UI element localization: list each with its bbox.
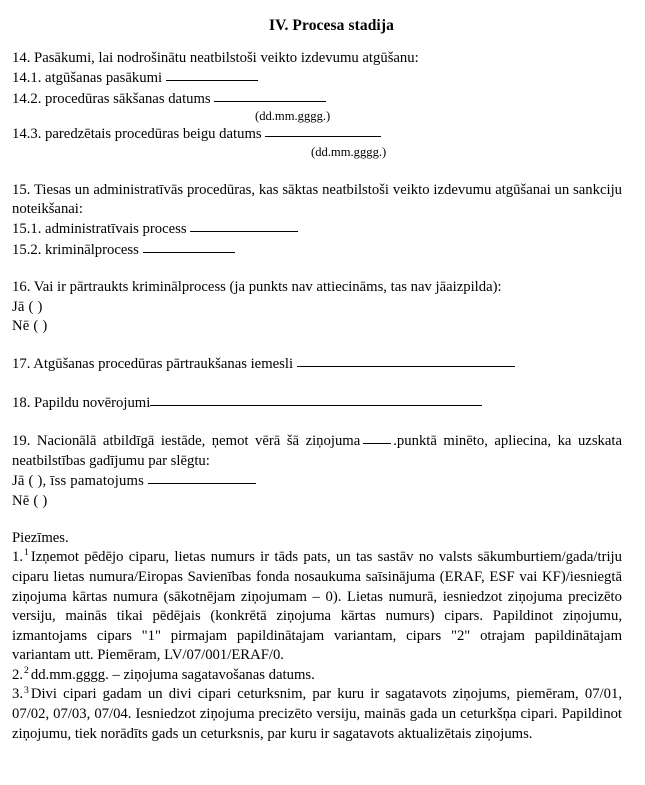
spacer: [12, 160, 633, 181]
note-number: 3.: [12, 686, 24, 703]
section-17: [12, 354, 633, 374]
section-19-heading: [12, 431, 633, 471]
spacer: [12, 260, 633, 278]
spacer: [12, 375, 633, 393]
field-14-3: [12, 124, 633, 144]
note-item: [12, 666, 633, 686]
section-15: [12, 181, 633, 261]
field-14-2-label: 14.2. procedūras sākšanas datums: [12, 90, 211, 107]
note-number: 1.: [12, 549, 24, 566]
notes-heading: Piezīmes.: [12, 529, 69, 546]
note-item: [12, 548, 633, 666]
field-14-2: [12, 89, 633, 109]
section-19-yes-label: Jā ( ), īss pamatojums: [12, 473, 145, 490]
section-16: [12, 278, 633, 336]
section-16-no-option[interactable]: Nē ( ): [12, 318, 48, 335]
note-text: dd.mm.gggg. – ziņojuma sagatavošanas datums.: [30, 666, 315, 683]
field-15-1-label: 15.1. administratīvais process: [12, 221, 187, 238]
field-15-2-input[interactable]: [143, 240, 235, 253]
section-19-point-input[interactable]: [363, 431, 391, 444]
field-17-input[interactable]: [297, 354, 515, 367]
spacer: [12, 413, 633, 431]
spacer: [12, 511, 633, 529]
note-text: Divi cipari gadam un divi cipari ceturksnim, par kuru ir sagatavots ziņojums, piemēram, 07/01, 07/02, 07/03, 07/04. Iesniedzot ziņojuma precizēto versiju, mainās gada un ceturkšņa cipari. Papildinot ziņojumu, tiek norādīts gads un ceturksnis, par kuru ir sagatavots aktualizētais ziņojums.: [12, 686, 622, 742]
section-14: [12, 49, 633, 160]
field-15-1-input[interactable]: [190, 219, 298, 232]
field-14-3-hint: (dd.mm.gggg.): [311, 144, 387, 159]
field-15-2: [12, 240, 633, 260]
section-19-no-option[interactable]: Nē ( ): [12, 492, 48, 509]
field-14-3-label: 14.3. paredzētais procedūras beigu datums: [12, 126, 262, 143]
field-17: [12, 354, 633, 374]
field-18-input[interactable]: [150, 393, 482, 406]
note-marker: 3: [24, 684, 29, 696]
section-16-heading: 16. Vai ir pārtraukts kriminālprocess (ja punkts nav attiecināms, tas nav jāaizpilda):: [12, 279, 502, 296]
field-15-2-label: 15.2. kriminālprocess: [12, 241, 139, 258]
section-19-yes-option[interactable]: [12, 471, 633, 491]
document-body: [0, 49, 645, 744]
field-17-label: 17. Atgūšanas procedūras pārtraukšanas iemesli: [12, 356, 294, 373]
field-14-3-input[interactable]: [265, 124, 381, 137]
note-marker: 1: [24, 547, 29, 559]
document-page: [0, 17, 645, 785]
field-14-2-input[interactable]: [214, 89, 326, 102]
field-18: [12, 393, 633, 413]
field-14-1: [12, 68, 633, 88]
section-19-justification-input[interactable]: [148, 471, 256, 484]
notes-section: [12, 529, 633, 744]
field-14-2-hint: (dd.mm.gggg.): [255, 109, 331, 124]
field-14-1-label: 14.1. atgūšanas pasākumi: [12, 70, 163, 87]
note-text: Izņemot pēdējo ciparu, lietas numurs ir tāds pats, un tas sastāv no valsts sākumburtiem/gada/triju ciparu lietas numura/Eiropas Savienības fonda nosaukuma saīsinājuma (ERAF, ESF vai KF)/iesniegtā ziņojuma kārtas numura (sākotnējam ziņojumam – 0). Lietas numurā, iesniedzot ziņojuma precizēto versiju, mainās tikai pēdējais (konkrētā ziņojuma kārtas numurs) cipars. Papildinot ziņojumu, izmantojams cipars "1" pirmajam papildinātajam variantam, cipars "2" otrajam papildinātajam variantam utt. Piemēram, LV/07/001/ERAF/0.: [12, 549, 622, 664]
section-18: [12, 393, 633, 413]
spacer: [0, 35, 645, 49]
page-title: IV. Procesa stadija: [269, 17, 394, 34]
section-16-yes-option[interactable]: Jā ( ): [12, 298, 43, 315]
spacer: [12, 336, 633, 354]
field-14-1-input[interactable]: [166, 68, 258, 81]
note-marker: 2: [24, 664, 29, 676]
field-18-label: 18. Papildu novērojumi: [12, 394, 151, 411]
section-19-heading-part-2: .punktā minēto, apliecina, ka uzskata neatbilstības gadījumu par slēgtu:: [12, 433, 622, 469]
section-19: [12, 431, 633, 511]
field-15-1: [12, 219, 633, 239]
section-19-heading-part-1: 19. Nacionālā atbildīgā iestāde, ņemot vērā šā ziņojuma: [12, 433, 361, 450]
note-number: 2.: [12, 666, 24, 683]
section-15-heading: 15. Tiesas un administratīvās procedūras, kas sāktas neatbilstoši veikto izdevumu atgūšanai un sankciju noteikšanai:: [12, 181, 622, 218]
note-item: [12, 685, 633, 744]
section-14-heading: 14. Pasākumi, lai nodrošinātu neatbilstoši veikto izdevumu atgūšanu:: [12, 50, 419, 66]
